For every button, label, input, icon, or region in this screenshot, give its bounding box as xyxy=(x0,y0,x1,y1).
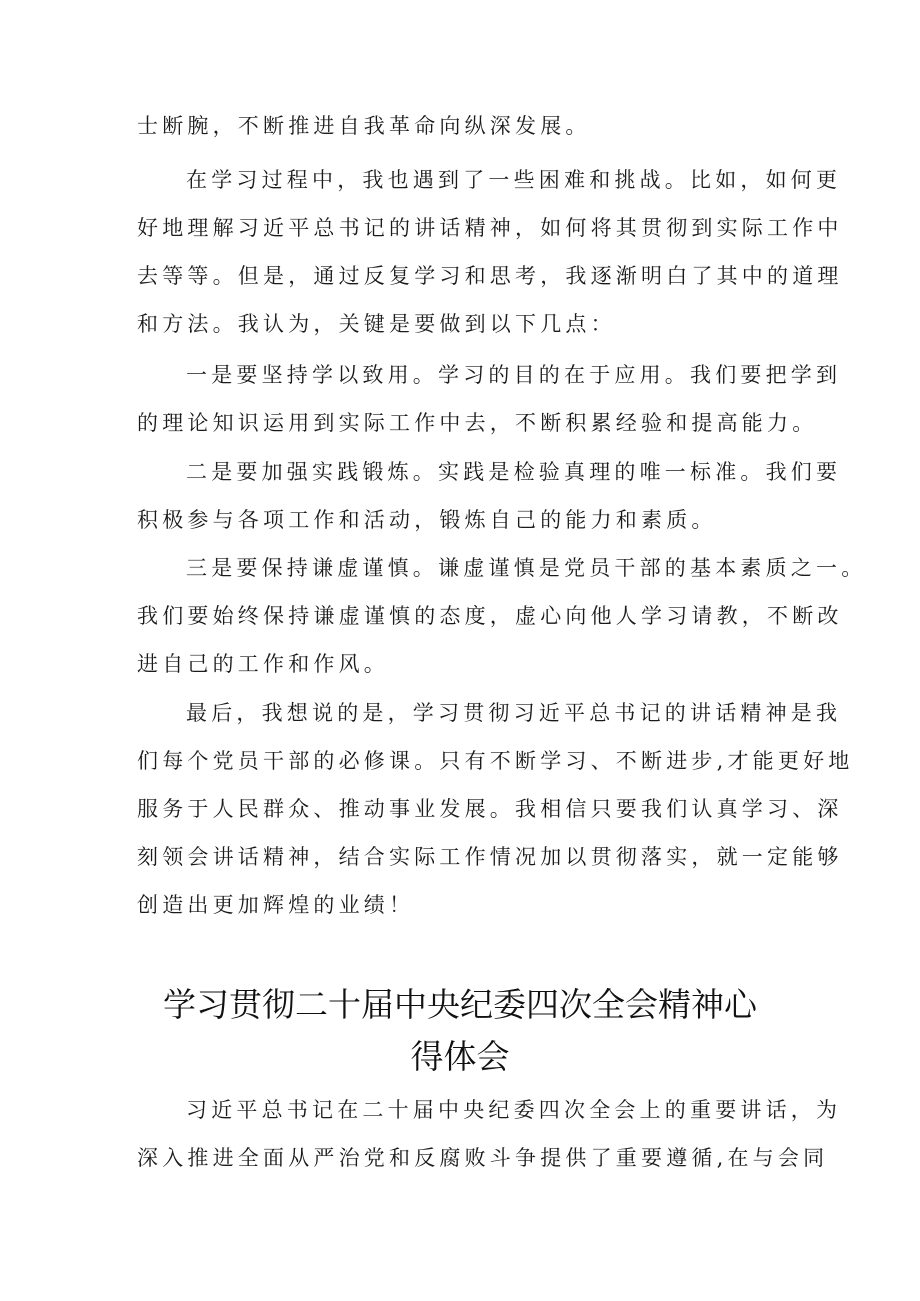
paragraph-line: 去等等。但是，通过反复学习和思考，我逐渐明白了其中的道理 xyxy=(137,264,843,288)
paragraph-line: 三是要保持谦虚谨慎。谦虚谨慎是党员干部的基本素质之一。 xyxy=(186,556,867,580)
paragraph-line: 一是要坚持学以致用。学习的目的在于应用。我们要把学到 xyxy=(186,363,842,387)
paragraph-line: 二是要加强实践锻炼。实践是检验真理的唯一标准。我们要 xyxy=(186,460,842,484)
paragraph-line: 最后，我想说的是，学习贯彻习近平总书记的讲话精神是我 xyxy=(186,701,842,725)
paragraph-line: 的理论知识运用到实际工作中去，不断积累经验和提高能力。 xyxy=(137,411,818,435)
paragraph-line: 好地理解习近平总书记的讲话精神，如何将其贯彻到实际工作中 xyxy=(137,216,843,240)
paragraph-line: 在学习过程中，我也遇到了一些困难和挑战。比如，如何更 xyxy=(186,168,842,192)
paragraph-line: 积极参与各项工作和活动，锻炼自己的能力和素质。 xyxy=(137,508,717,532)
section-title: 学习贯彻二十届中央纪委四次全会精神心 xyxy=(163,985,757,1024)
paragraph-line: 服务于人民群众、推动事业发展。我相信只要我们认真学习、深 xyxy=(137,797,843,821)
section-title: 得体会 xyxy=(410,1037,510,1076)
paragraph-line: 进自己的工作和作风。 xyxy=(137,652,389,676)
paragraph-line: 深入推进全面从严治党和反腐败斗争提供了重要遵循,在与会同 xyxy=(137,1146,829,1170)
paragraph-line: 创造出更加辉煌的业绩！ xyxy=(137,893,415,917)
paragraph-line: 我们要始终保持谦虚谨慎的态度，虚心向他人学习请教，不断改 xyxy=(137,604,843,628)
paragraph-line: 士断腕，不断推进自我革命向纵深发展。 xyxy=(137,114,591,138)
paragraph-line: 习近平总书记在二十届中央纪委四次全会上的重要讲话，为 xyxy=(186,1098,842,1122)
paragraph-line: 和方法。我认为，关键是要做到以下几点： xyxy=(137,312,616,336)
paragraph-line: 们每个党员干部的必修课。只有不断学习、不断进步,才能更好地 xyxy=(137,749,854,773)
paragraph-line: 刻领会讲话精神，结合实际工作情况加以贯彻落实，就一定能够 xyxy=(137,845,843,869)
